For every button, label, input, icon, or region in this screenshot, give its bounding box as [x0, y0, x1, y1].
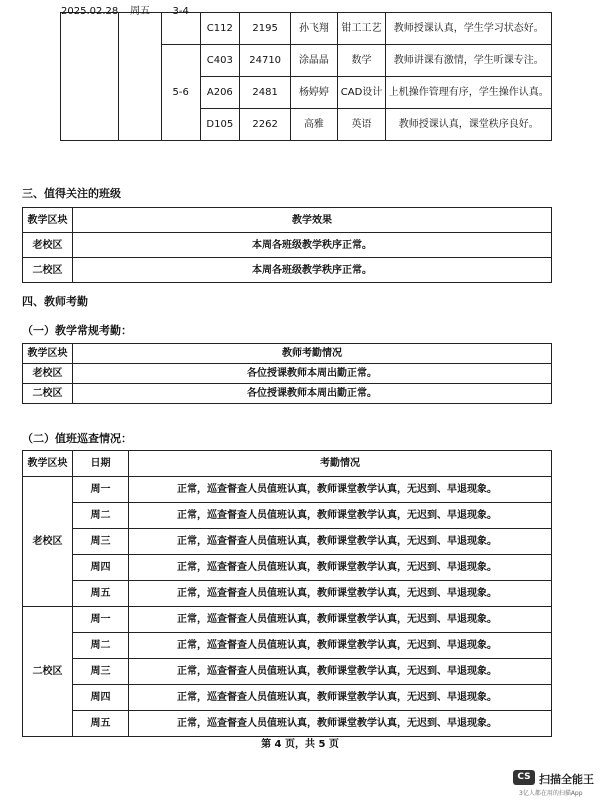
status-cell: 正常，巡查督查人员值班认真，教师课堂教学认真，无迟到、早退现象。 — [129, 607, 552, 633]
day-cell: 周二 — [73, 503, 129, 529]
day-cell: 周二 — [73, 633, 129, 659]
watermark-name: 扫描全能王 — [539, 773, 594, 786]
page-number: 第 4 页，共 5 页 — [261, 739, 339, 750]
room-cell: D105 — [200, 109, 239, 141]
header-campus: 教学区块 — [23, 451, 73, 477]
remark-cell: 教师授课认真，课堂秩序良好。 — [386, 109, 552, 141]
remark-cell: 教师授课认真，学生学习状态好。 — [386, 13, 552, 45]
teacher-cell: 杨婷婷 — [291, 77, 337, 109]
teacher-cell: 涂晶晶 — [291, 45, 337, 77]
classroom-observation-table — [60, 6, 552, 141]
room-cell: C112 — [200, 13, 239, 45]
status-cell: 各位授课教师本周出勤正常。 — [73, 364, 552, 384]
section-3-heading: 三、值得关注的班级 — [22, 187, 121, 200]
status-cell: 正常，巡查督查人员值班认真，教师课堂教学认真，无迟到、早退现象。 — [129, 685, 552, 711]
campus-cell: 二校区 — [23, 384, 73, 404]
date-cell: 2025.02.28 — [61, 13, 119, 141]
subject-cell: 钳工工艺 — [337, 13, 386, 45]
status-cell: 正常，巡查督查人员值班认真，教师课堂教学认真，无迟到、早退现象。 — [129, 477, 552, 503]
day-cell: 周五 — [73, 581, 129, 607]
header-effect: 教学效果 — [73, 208, 552, 233]
subsection-1-heading: （一）教学常规考勤： — [22, 324, 132, 337]
header-date: 日期 — [73, 451, 129, 477]
weekday-cell: 周五 — [119, 13, 162, 141]
campus-cell: 老校区 — [23, 364, 73, 384]
id-cell: 2195 — [240, 13, 291, 45]
status-cell: 正常，巡查督查人员值班认真，教师课堂教学认真，无迟到、早退现象。 — [129, 633, 552, 659]
attendance-table — [22, 343, 552, 404]
section-4-heading: 四、教师考勤 — [22, 295, 88, 308]
period-cell: 5-6 — [161, 45, 200, 141]
status-cell: 正常，巡查督查人员值班认真，教师课堂教学认真，无迟到、早退现象。 — [129, 503, 552, 529]
teacher-cell: 孙飞翔 — [291, 13, 337, 45]
campus-cell: 二校区 — [23, 258, 73, 283]
status-cell: 正常，巡查督查人员值班认真，教师课堂教学认真，无迟到、早退现象。 — [129, 555, 552, 581]
status-cell: 正常，巡查督查人员值班认真，教师课堂教学认真，无迟到、早退现象。 — [129, 711, 552, 737]
day-cell: 周四 — [73, 555, 129, 581]
period-cell: 3-4 — [161, 13, 200, 45]
campus-cell: 老校区 — [23, 477, 73, 607]
effect-cell: 本周各班级教学秩序正常。 — [73, 258, 552, 283]
day-cell: 周五 — [73, 711, 129, 737]
id-cell: 2481 — [240, 77, 291, 109]
status-cell: 各位授课教师本周出勤正常。 — [73, 384, 552, 404]
id-cell: 24710 — [240, 45, 291, 77]
remark-cell: 教师讲课有激情，学生听课专注。 — [386, 45, 552, 77]
focus-classes-table — [22, 207, 552, 283]
day-cell: 周一 — [73, 607, 129, 633]
effect-cell: 本周各班级教学秩序正常。 — [73, 233, 552, 258]
campus-cell: 二校区 — [23, 607, 73, 737]
status-cell: 正常，巡查督查人员值班认真，教师课堂教学认真，无迟到、早退现象。 — [129, 659, 552, 685]
teacher-cell: 高雅 — [291, 109, 337, 141]
status-cell: 正常，巡查督查人员值班认真，教师课堂教学认真，无迟到、早退现象。 — [129, 581, 552, 607]
subject-cell: CAD设计 — [337, 77, 386, 109]
patrol-table — [22, 450, 552, 737]
subject-cell: 数学 — [337, 45, 386, 77]
remark-cell: 上机操作管理有序，学生操作认真。 — [386, 77, 552, 109]
header-status: 教师考勤情况 — [73, 344, 552, 364]
watermark-tagline: 3亿人都在用的扫描App — [519, 790, 583, 797]
id-cell: 2262 — [240, 109, 291, 141]
subject-cell: 英语 — [337, 109, 386, 141]
header-campus: 教学区块 — [23, 344, 73, 364]
status-cell: 正常，巡查督查人员值班认真，教师课堂教学认真，无迟到、早退现象。 — [129, 529, 552, 555]
day-cell: 周三 — [73, 529, 129, 555]
camscanner-logo-icon: CS — [513, 770, 535, 785]
header-campus: 教学区块 — [23, 208, 73, 233]
day-cell: 周四 — [73, 685, 129, 711]
day-cell: 周一 — [73, 477, 129, 503]
room-cell: A206 — [200, 77, 239, 109]
day-cell: 周三 — [73, 659, 129, 685]
header-status: 考勤情况 — [129, 451, 552, 477]
subsection-2-heading: （二）值班巡查情况： — [22, 432, 132, 445]
room-cell: C403 — [200, 45, 239, 77]
campus-cell: 老校区 — [23, 233, 73, 258]
